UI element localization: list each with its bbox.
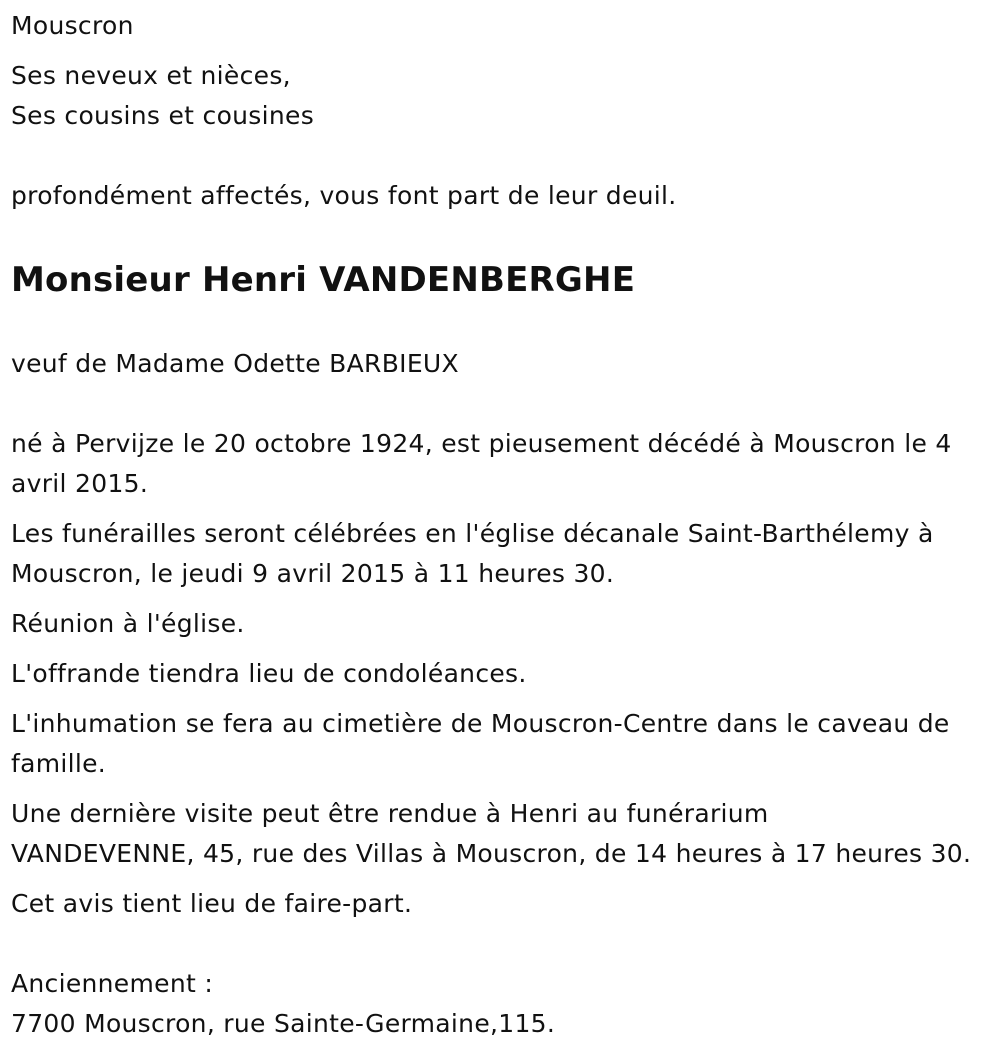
- former-address: 7700 Mouscron, rue Sainte-Germaine,115.: [11, 1009, 556, 1038]
- family-line-nephews: Ses neveux et nièces,: [11, 61, 291, 90]
- visit-line-2: VANDEVENNE, 45, rue des Villas à Mouscron, de 14 heures à 17 heures 30.: [11, 839, 972, 868]
- birth-death-line-1: né à Pervijze le 20 octobre 1924, est pieusement décédé à Mouscron le 4: [11, 429, 952, 458]
- family-line-cousins: Ses cousins et cousines: [11, 101, 315, 130]
- deceased-name: Monsieur Henri VANDENBERGHE: [11, 260, 636, 300]
- meeting-info: Réunion à l'église.: [11, 609, 245, 638]
- spouse-info: veuf de Madame Odette BARBIEUX: [11, 349, 459, 378]
- offering-info: L'offrande tiendra lieu de condoléances.: [11, 659, 527, 688]
- notice-statement: Cet avis tient lieu de faire-part.: [11, 889, 413, 918]
- announcement: profondément affectés, vous font part de leur deuil.: [11, 181, 677, 210]
- visit-line-1: Une dernière visite peut être rendue à Henri au funérarium: [11, 799, 769, 828]
- obituary-notice: [11, 6, 991, 1044]
- funeral-line-2: Mouscron, le jeudi 9 avril 2015 à 11 heures 30.: [11, 559, 615, 588]
- funeral-line-1: Les funérailles seront célébrées en l'église décanale Saint-Barthélemy à: [11, 519, 934, 548]
- burial-line-2: famille.: [11, 749, 107, 778]
- former-address-label: Anciennement :: [11, 969, 214, 998]
- burial-line-1: L'inhumation se fera au cimetière de Mouscron-Centre dans le caveau de: [11, 709, 950, 738]
- birth-death-line-2: avril 2015.: [11, 469, 149, 498]
- city: Mouscron: [11, 11, 134, 40]
